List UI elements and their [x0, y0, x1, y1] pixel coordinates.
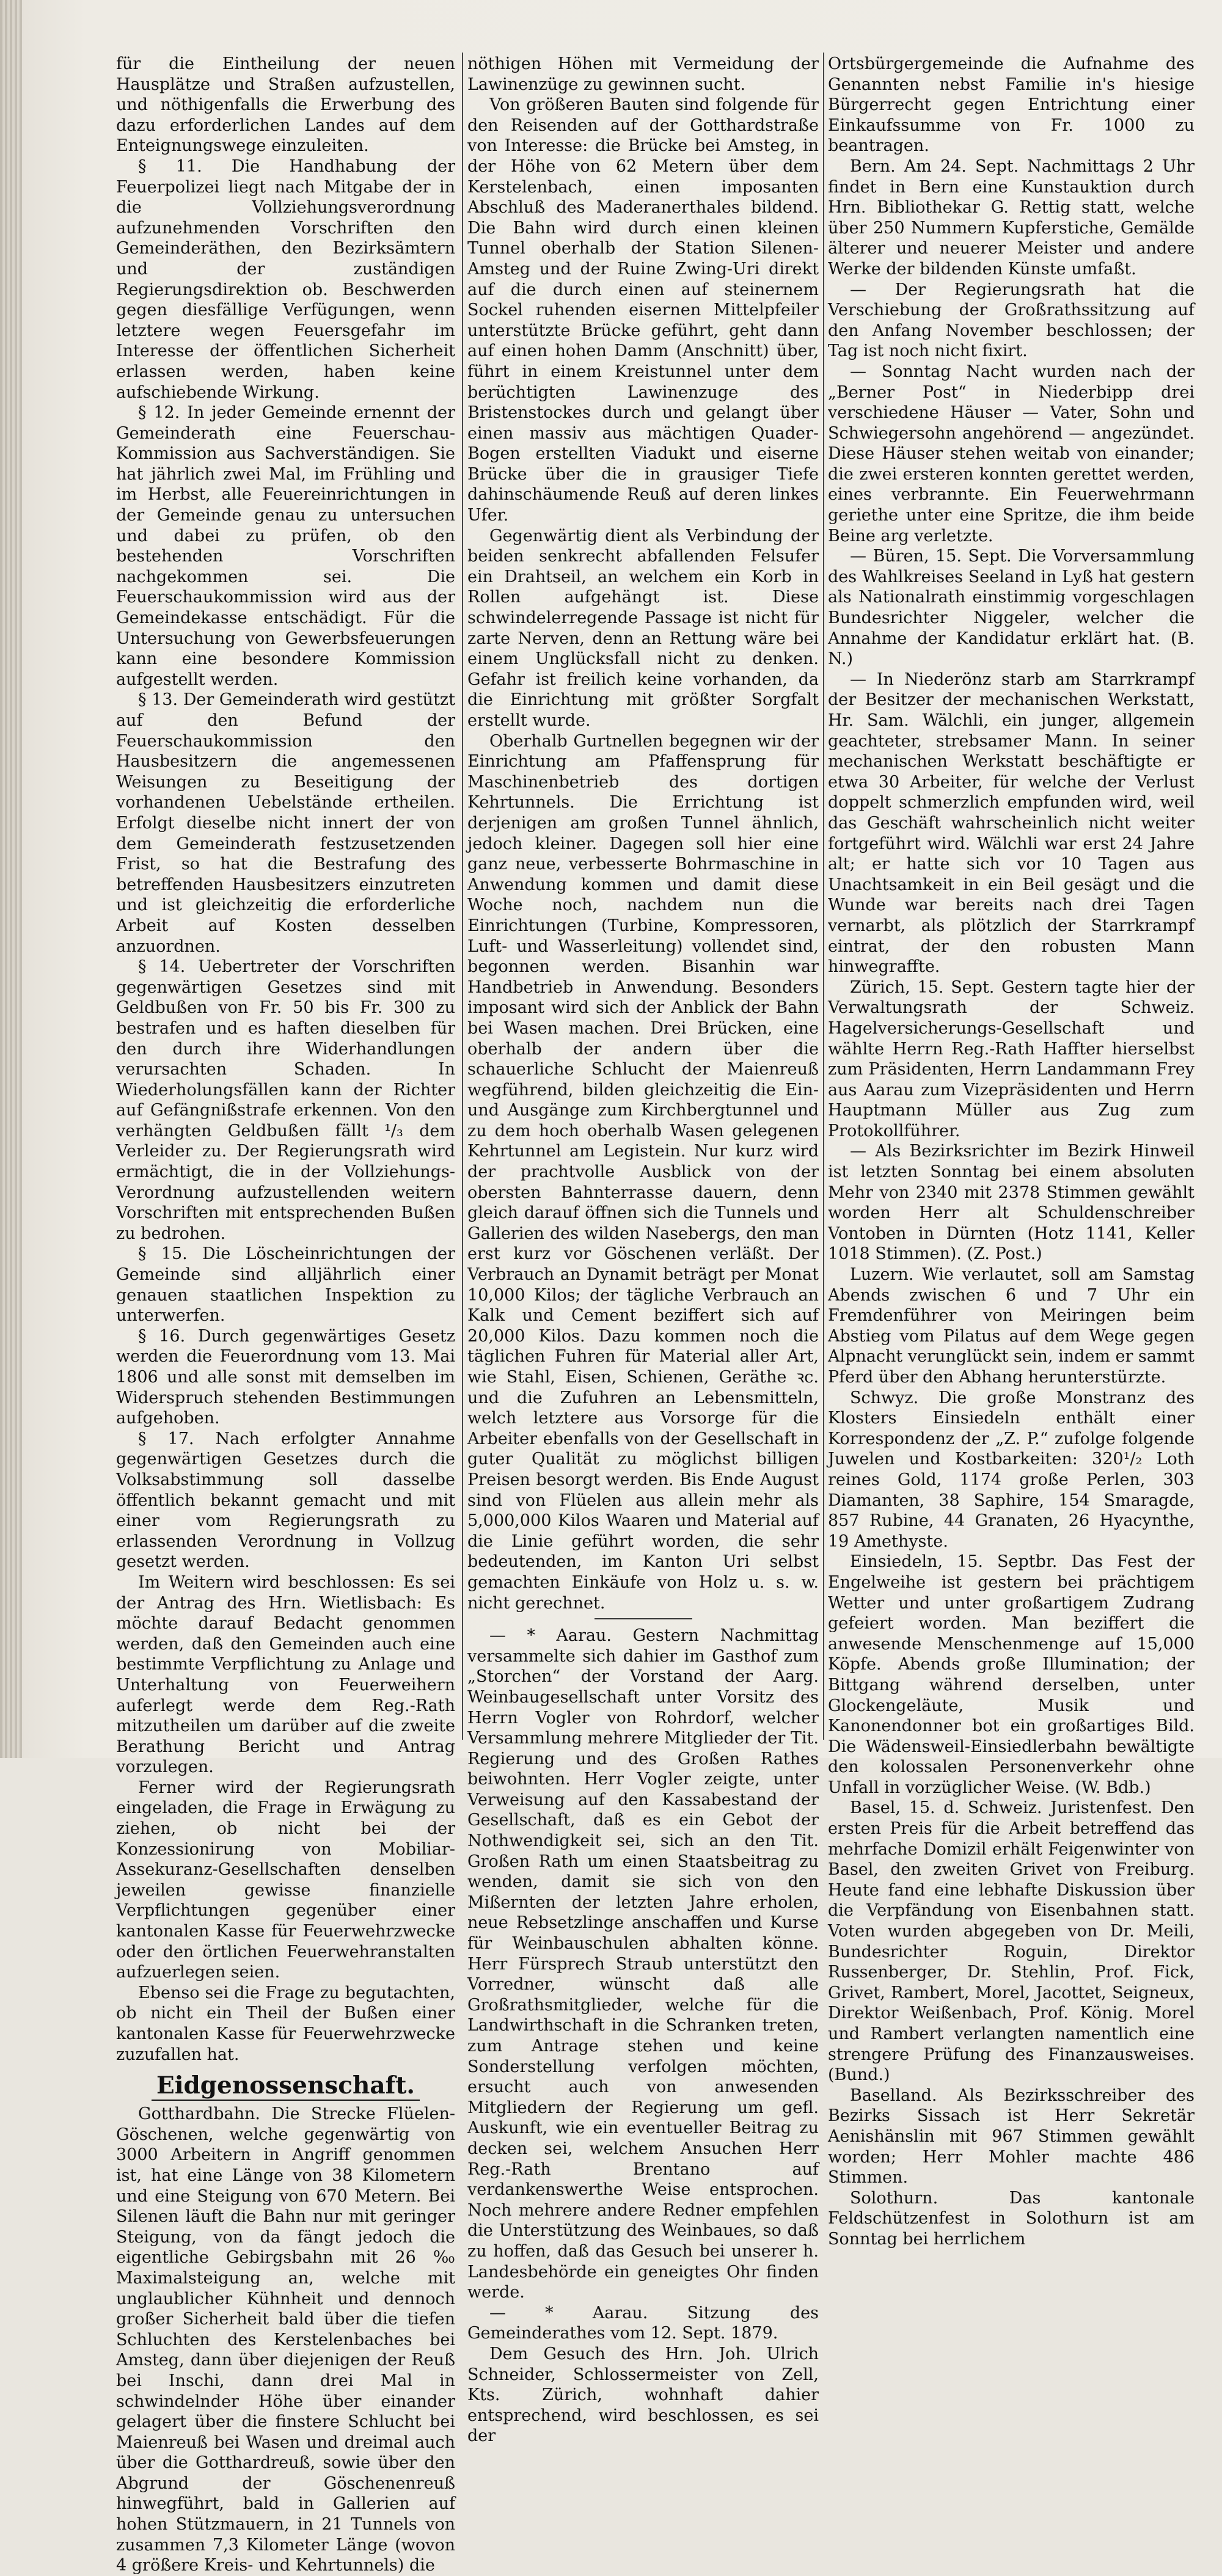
paragraph: Bern. Am 24. Sept. Nachmittags 2 Uhr findet in Bern eine Kunstauktion durch Hrn. Bibliothekar G. Rettig statt, welche über 250 Nummern Kupferstiche, Gemälde älterer und neuerer Meister und andere Werke der bildenden Künste umfaßt.	[828, 156, 1195, 279]
paragraph: § 17. Nach erfolgter Annahme gegenwärtigen Gesetzes durch die Volksabstimmung soll dasselbe öffentlich bekannt gemacht und mit einer vom Regierungsrath zu erlassenden Verordnung in Vollzug gesetzt werden.	[116, 1429, 455, 1572]
paragraph: Ortsbürgergemeinde die Aufnahme des Genannten nebst Familie in's hiesige Bürgerrecht gegen Entrichtung einer Einkaufssumme von Fr. 1000 zu beantragen.	[828, 54, 1195, 156]
section-heading	[116, 2070, 455, 2101]
paragraph: — Als Bezirksrichter im Bezirk Hinweil ist letzten Sonntag bei einem absoluten Mehr von 2340 mit 2378 Stimmen gewählt worden Herr alt Schuldenschreiber Vontoben in Dürnten (Hotz 1141, Keller 1018 Stimmen). (Z. Post.)	[828, 1142, 1195, 1264]
paragraph: — Sonntag Nacht wurden nach der „Berner Post“ in Niederbipp drei verschiedene Häuser — Vater, Sohn und Schwiegersohn angehörend — angezündet. Diese Häuser stehen weitab von einander; die zwei ersteren konnten gerettet werden, eines verbrannte. Ein Feuerwehrmann geriethe unter eine Spritze, die ihm beide Beine arg verletzte.	[828, 362, 1195, 545]
paragraph: für die Eintheilung der neuen Hausplätze und Straßen aufzustellen, und nöthigenfalls die Erwerbung des dazu erforderlichen Landes auf dem Enteignungswege einzuleiten.	[116, 54, 455, 156]
paragraph: — In Niederönz starb am Starrkrampf der Besitzer der mechanischen Werkstatt, Hr. Sam. Wälchli, ein junger, allgemein geachteter, strebsamer Mann. In seiner mechanischen Werkstatt beschäftigte er etwa 30 Arbeiter, für welche der Verlust doppelt schmerzlich empfunden wird, weil das Geschäft wahrscheinlich nicht weiter fortgeführt wird. Wälchli war erst 24 Jahre alt; er hatte sich vor 10 Tagen aus Unachtsamkeit in ein Beil gesägt und die Wunde war bereits nach drei Tagen vernarbt, als plötzlich der Starrkrampf eintrat, der den robusten Mann hinwegraffte.	[828, 670, 1195, 977]
paragraph: nöthigen Höhen mit Vermeidung der Lawinenzüge zu gewinnen sucht.	[467, 54, 819, 94]
column-3	[828, 54, 1195, 2249]
paragraph: Dem Gesuch des Hrn. Joh. Ulrich Schneider, Schlossermeister von Zell, Kts. Zürich, wohnhaft dahier entsprechend, wird beschlossen, es sei der	[467, 2344, 819, 2446]
paragraph: Solothurn. Das kantonale Feldschützenfest in Solothurn ist am Sonntag bei herrlichem	[828, 2188, 1195, 2249]
paragraph: § 12. In jeder Gemeinde ernennt der Gemeinderath eine Feuerschau-Kommission aus Sachverständigen. Sie hat jährlich zwei Mal, im Frühling und im Herbst, alle Feuereinrichtungen in der Gemeinde genau zu untersuchen und dabei zu prüfen, ob den bestehenden Vorschriften nachgekommen sei. Die Feuerschaukommission wird aus der Gemeindekasse entschädigt. Für die Untersuchung von Gewerbsfeuerungen kann eine besondere Kommission aufgestellt werden.	[116, 403, 455, 689]
paragraph: Von größeren Bauten sind folgende für den Reisenden auf der Gotthardstraße von Interesse: die Brücke bei Amsteg, in der Höhe von 62 Metern über dem Kerstelenbach, einen imposanten Abschluß des Maderanerthales bildend. Die Bahn wird durch einen kleinen Tunnel oberhalb der Station Silenen-Amsteg und der Ruine Zwing-Uri direkt auf die durch einen auf steinernem Sockel ruhenden eisernen Mittelpfeiler unterstützte Brücke geführt, geht dann auf einen hohen Damm (Anschnitt) über, führt in einem Kreistunnel unter dem berüchtigten Lawinenzuge des Bristenstockes durch und gelangt über einen massiv aus mächtigen Quader-Bogen erstellten Viadukt und eiserne Brücke über die in grausiger Tiefe dahinschäumende Reuß auf deren linkes Ufer.	[467, 95, 819, 525]
page-binding-edge	[0, 0, 22, 1758]
paragraph: § 14. Uebertreter der Vorschriften gegenwärtigen Gesetzes sind mit Geldbußen von Fr. 50 bis Fr. 300 zu bestrafen und es haften dieselben für den durch ihre Widerhandlungen verursachten Schaden. In Wiederholungsfällen kann der Richter auf Gefängnißstrafe erkennen. Von den verhängten Geldbußen fällt ¹/₃ dem Verleider zu. Der Regierungsrath wird ermächtigt, die in der Vollziehungs-Verordnung aufzustellenden weitern Vorschriften mit entsprechenden Bußen zu bedrohen.	[116, 957, 455, 1243]
column-rule-1	[462, 53, 463, 1740]
section-heading-text: Eidgenossenschaft.	[152, 2071, 420, 2101]
paragraph: — Büren, 15. Sept. Die Vorversammlung des Wahlkreises Seeland in Lyß hat gestern als Nationalrath einstimmig vorgeschlagen Bundesrichter Niggeler, welcher die Annahme der Kandidatur erklärt hat. (B. N.)	[828, 547, 1195, 669]
paragraph: — Der Regierungsrath hat die Verschiebung der Großrathssitzung auf den Anfang November beschlossen; der Tag ist noch nicht fixirt.	[828, 280, 1195, 361]
paragraph: Schwyz. Die große Monstranz des Klosters Einsiedeln enthält einer Korrespondenz der „Z. P.“ zufolge folgende Juwelen und Kostbarkeiten: 320¹/₂ Loth reines Gold, 1174 große Perlen, 303 Diamanten, 38 Saphire, 154 Smaragde, 857 Rubine, 44 Granaten, 26 Hyacynthe, 19 Amethyste.	[828, 1388, 1195, 1551]
paragraph: § 15. Die Löscheinrichtungen der Gemeinde sind alljährlich einer genauen staatlichen Inspektion zu unterwerfen.	[116, 1244, 455, 1326]
column-rule-2	[823, 53, 824, 1740]
paragraph: Im Weitern wird beschlossen: Es sei der Antrag des Hrn. Wietlisbach: Es möchte darauf Bedacht genommen werden, daß den Gemeinden auch eine bestimmte Verpflichtung zu Anlage und Unterhaltung von Feuerweihern auferlegt werde dem Reg.-Rath mitzutheilen um darüber auf die zweite Berathung Bericht und Antrag vorzulegen.	[116, 1572, 455, 1777]
paragraph: § 16. Durch gegenwärtiges Gesetz werden die Feuerordnung vom 13. Mai 1806 und alle sonst mit demselben im Widerspruch stehenden Bestimmungen aufgehoben.	[116, 1326, 455, 1428]
article-separator	[595, 1618, 692, 1619]
paragraph: Luzern. Wie verlautet, soll am Samstag Abends zwischen 6 und 7 Uhr ein Fremdenführer von Meiringen beim Abstieg vom Pilatus auf dem Wege gegen Alpnacht verunglückt sein, indem er sammt Pferd über den Abhang herunterstürzte.	[828, 1265, 1195, 1387]
column-2	[467, 54, 819, 2446]
paragraph: Oberhalb Gurtnellen begegnen wir der Einrichtung am Pfaffensprung für Maschinenbetrieb des dortigen Kehrtunnels. Die Errichtung ist derjenigen am großen Tunnel ähnlich, jedoch kleiner. Dagegen soll hier eine ganz neue, verbesserte Bohrmaschine in Anwendung kommen und damit diese Woche noch, nachdem nun die Einrichtungen (Turbine, Kompressoren, Luft- und Wasserleitung) vollendet sind, begonnen werden. Bisanhin war Handbetrieb in Anwendung. Besonders imposant wird sich der Anblick der Bahn bei Wasen machen. Drei Brücken, eine oberhalb der andern über die schauerliche Schlucht der Maienreuß wegführend, bilden gleichzeitig die Ein- und Ausgänge zum Kirchbergtunnel und zu dem hoch oberhalb Wasen gelegenen Kehrtunnel am Legistein. Nur kurz wird der prachtvolle Ausblick von der obersten Bahnterrasse dauern, denn gleich darauf öffnen sich die Tunnels und Gallerien des wilden Nasebergs, den man erst kurz vor Göschenen verläßt. Der Verbrauch an Dynamit beträgt per Monat 10,000 Kilos; der tägliche Verbrauch an Kalk und Cement beziffert sich auf 20,000 Kilos. Dazu kommen noch die täglichen Fuhren für Material aller Art, wie Stahl, Eisen, Schienen, Geräthe ꝛc. und die Zufuhren an Lebensmitteln, welch letztere aus Vorsorge für die Arbeiter ebenfalls von der Gesellschaft in guter Qualität zu möglichst billigen Preisen besorgt werden. Bis Ende August sind von Flüelen aus allein mehr als 5,000,000 Kilos Waaren und Material auf die Linie geführt worden, die sehr bedeutenden, im Kanton Uri selbst gemachten Einkäufe von Holz u. s. w. nicht gerechnet.	[467, 731, 819, 1613]
paragraph: Ebenso sei die Frage zu begutachten, ob nicht ein Theil der Bußen einer kantonalen Kasse für Feuerwehrzwecke zuzufallen hat.	[116, 1983, 455, 2064]
paragraph: Ferner wird der Regierungsrath eingeladen, die Frage in Erwägung zu ziehen, ob nicht bei der Konzessionirung von Mobiliar-Assekuranz-Gesellschaften denselben jeweilen gewisse finanzielle Verpflichtungen gegenüber einer kantonalen Kasse für Feuerwehrzwecke oder den örtlichen Feuerwehranstalten aufzuerlegen seien.	[116, 1778, 455, 1982]
column-1	[116, 54, 455, 2575]
paragraph: § 13. Der Gemeinderath wird gestützt auf den Befund der Feuerschaukommission den Hausbesitzern die angemessenen Weisungen zu Beseitigung der vorhandenen Uebelstände ertheilen. Erfolgt dieselbe nicht innert der von dem Gemeinderath festzusetzenden Frist, so hat die Bestrafung des betreffenden Hausbesitzers einzutreten und ist gleichzeitig die erforderliche Arbeit auf Kosten desselben anzuordnen.	[116, 690, 455, 956]
paragraph: Gegenwärtig dient als Verbindung der beiden senkrecht abfallenden Felsufer ein Drahtseil, an welchem ein Korb in Rollen aufgehängt ist. Diese schwindelerregende Passage ist nicht für zarte Nerven, denn an Rettung wäre bei einem Unglücksfall nicht zu denken. Gefahr ist freilich keine vorhanden, da die Einrichtung mit größter Sorgfalt erstellt wurde.	[467, 526, 819, 730]
paragraph: Baselland. Als Bezirksschreiber des Bezirks Sissach ist Herr Sekretär Aenishänslin mit 967 Stimmen gewählt worden; Herr Mohler machte 486 Stimmen.	[828, 2085, 1195, 2187]
paragraph: — * Aarau. Gestern Nachmittag versammelte sich dahier im Gasthof zum „Storchen“ der Vorstand der Aarg. Weinbaugesellschaft unter Vorsitz des Herrn Vogler von Rohrdorf, welcher Versammlung mehrere Mitglieder der Tit. Regierung und des Großen Rathes beiwohnten. Herr Vogler zeigte, unter Verweisung auf den Kassabestand der Gesellschaft, daß es ein Gebot der Nothwendigkeit sei, sich an den Tit. Großen Rath um einen Staatsbeitrag zu wenden, damit sie sich von den Mißernten der letzten Jahre erholen, neue Rebsetzlinge anschaffen und Kurse für Weinbauschulen abhalten könne. Herr Fürsprech Straub unterstützt den Vorredner, wünscht daß alle Großrathsmitglieder, welche für die Landwirthschaft in die Schranken treten, zum Antrage stehen und keine Sonderstellung verfolgen möchten, ersucht auch von anwesenden Mitgliedern der Regierung um gefl. Auskunft, wie ein eventueller Beitrag zu decken sei, welchem Ansuchen Herr Reg.-Rath Brentano auf verdankenswerthe Weise entsprochen. Noch mehrere andere Redner empfehlen die Unterstützung des Weinbaues, so daß zu hoffen, daß das Gesuch bei unserer h. Landesbehörde ein geneigtes Ohr finden werde.	[467, 1626, 819, 2302]
paragraph: Basel, 15. d. Schweiz. Juristenfest. Den ersten Preis für die Arbeit betreffend das mehrfache Domizil erhält Feigenwinter von Basel, den zweiten Grivet von Freiburg. Heute fand eine lebhafte Diskussion über die Verpfändung von Eisenbahnen statt. Voten wurden abgegeben von Dr. Meili, Bundesrichter Roguin, Direktor Russenberger, Dr. Stehlin, Prof. Fick, Grivet, Rambert, Morel, Jacottet, Seigneux, Direktor Weißenbach, Prof. König. Morel und Rambert verlangten namentlich eine strengere Prüfung des Finanzausweises. (Bund.)	[828, 1798, 1195, 2085]
paragraph: Einsiedeln, 15. Septbr. Das Fest der Engelweihe ist gestern bei prächtigem Wetter und unter großartigem Zudrang gefeiert worden. Man beziffert die anwesende Menschenmenge auf 15,000 Köpfe. Abends große Illumination; der Bittgang während derselben, unter Glockengeläute, Musik und Kanonendonner bot ein großartiges Bild. Die Wädensweil-Einsiedlerbahn bewältigte den kolossalen Personenverkehr ohne Unfall in vorzüglicher Weise. (W. Bdb.)	[828, 1552, 1195, 1797]
paragraph: — * Aarau. Sitzung des Gemeinderathes vom 12. Sept. 1879.	[467, 2303, 819, 2343]
paragraph: § 11. Die Handhabung der Feuerpolizei liegt nach Mitgabe der in die Vollziehungsverordnung aufzunehmenden Vorschriften den Gemeinderäthen, den Bezirksämtern und der zuständigen Regierungsdirektion ob. Beschwerden gegen diesfällige Verfügungen, wenn letztere wegen Feuersgefahr im Interesse der öffentlichen Sicherheit erlassen werden, haben keine aufschiebende Wirkung.	[116, 156, 455, 402]
paragraph: Gotthardbahn. Die Strecke Flüelen-Göschenen, welche gegenwärtig von 3000 Arbeitern in Angriff genommen ist, hat eine Länge von 38 Kilometern und eine Steigung von 670 Metern. Bei Silenen läuft die Bahn nur mit geringer Steigung, von da fängt jedoch die eigentliche Gebirgsbahn mit 26 ‰ Maximalsteigung an, welche mit unglaublicher Kühnheit und dennoch großer Sicherheit bald über die tiefen Schluchten des Kerstelenbaches bei Amsteg, dann über diejenigen der Reuß bei Inschi, dann drei Mal in schwindelnder Höhe über einander gelagert über die finstere Schlucht bei Maienreuß bei Wasen und dreimal auch über die Gotthardreuß, sowie über den Abgrund der Göschenenreuß hinwegführt, bald in Gallerien auf hohen Stützmauern, in 21 Tunnels von zusammen 7,3 Kilometer Länge (wovon 4 größere Kreis- und Kehrtunnels) die	[116, 2104, 455, 2575]
paragraph: Zürich, 15. Sept. Gestern tagte hier der Verwaltungsrath der Schweiz. Hagelversicherungs-Gesellschaft und wählte Herrn Reg.-Rath Haffter hierselbst zum Präsidenten, Herrn Landammann Frey aus Aarau zum Vizepräsidenten und Herrn Hauptmann Müller aus Zug zum Protokollführer.	[828, 977, 1195, 1140]
